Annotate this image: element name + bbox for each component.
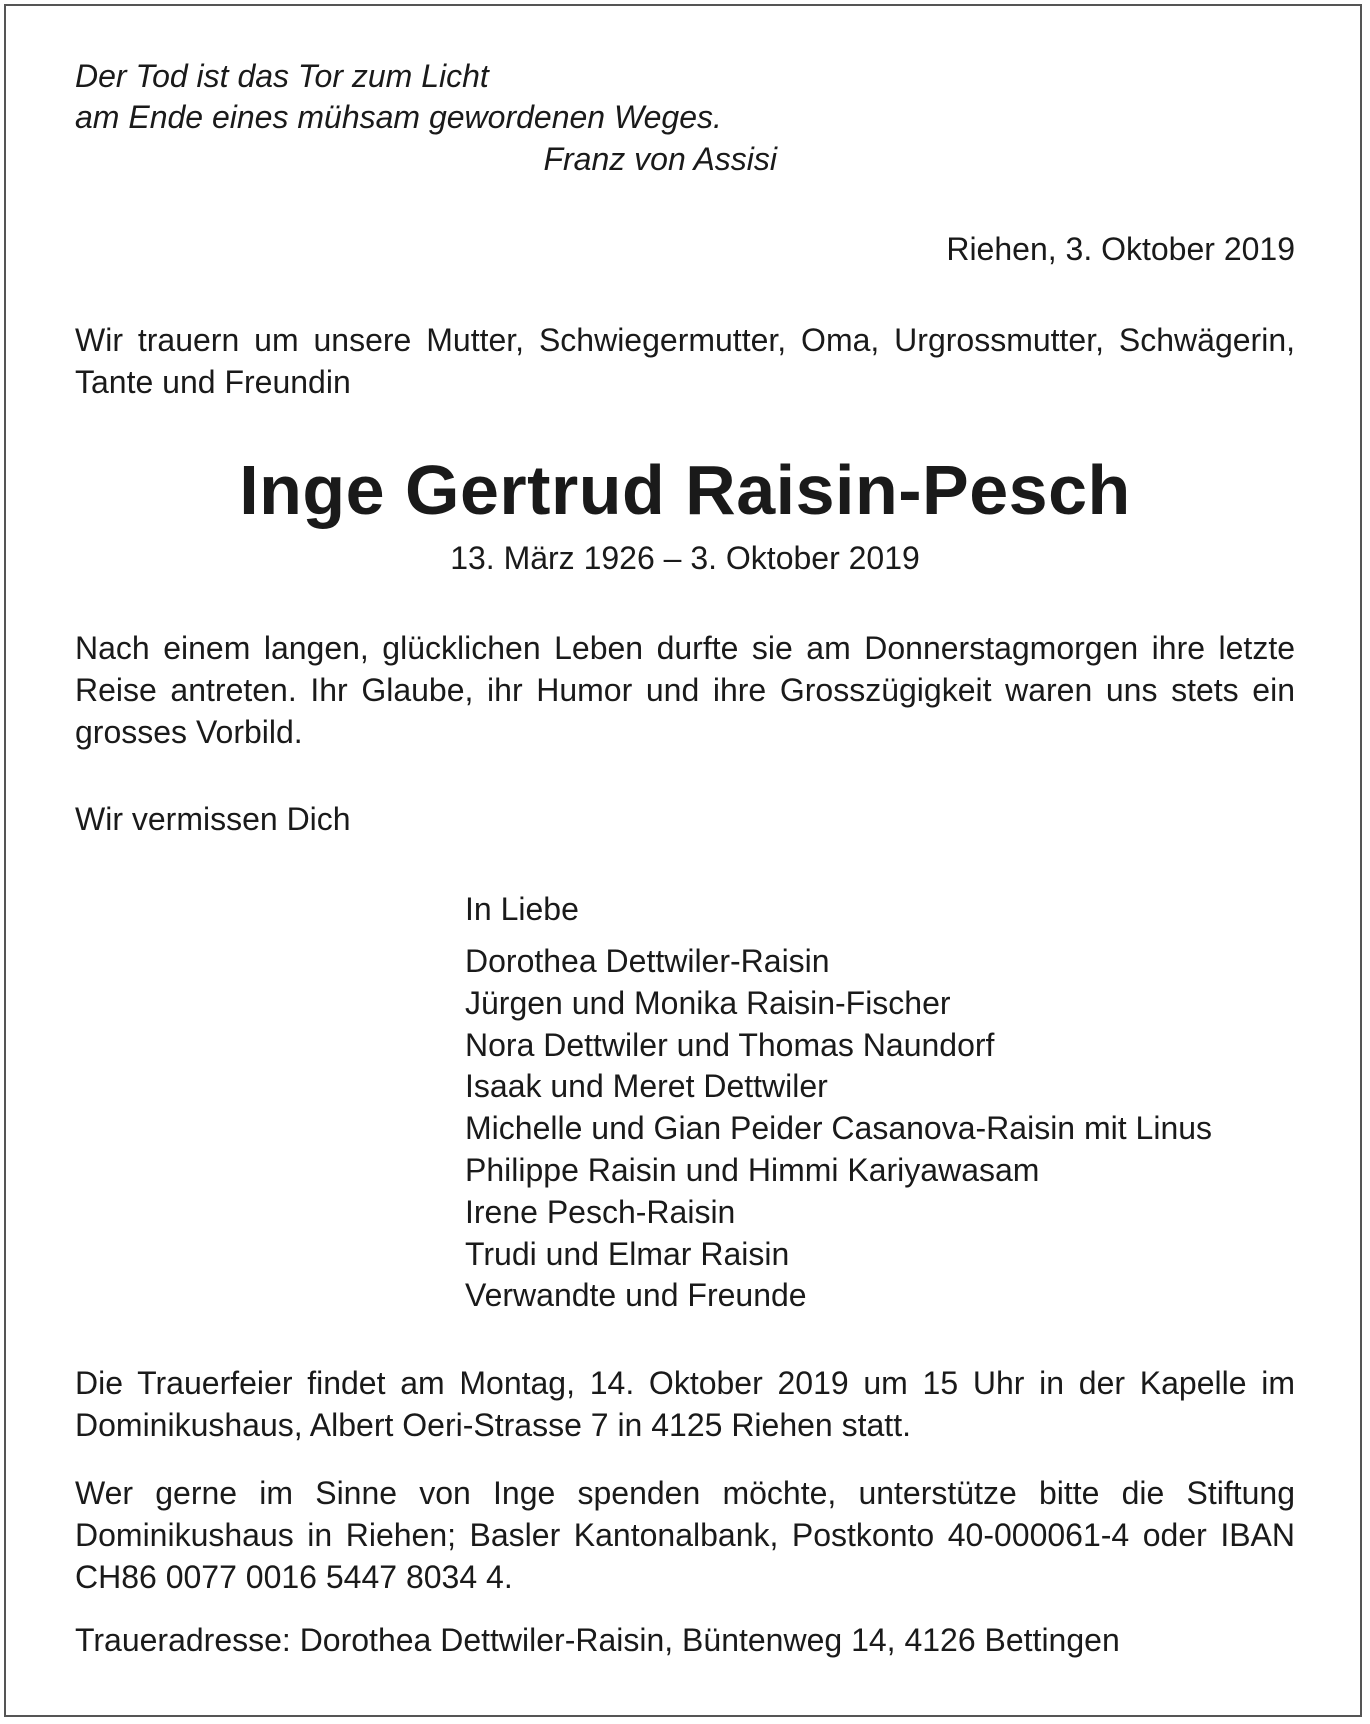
- quote-line: am Ende eines mühsam gewordenen Weges.: [75, 99, 722, 135]
- life-dates: 13. März 1926 – 3. Oktober 2019: [450, 540, 920, 576]
- quote-line: Der Tod ist das Tor zum Licht: [75, 58, 489, 94]
- signer: Trudi und Elmar Raisin: [465, 1235, 790, 1272]
- place-date: Riehen, 3. Oktober 2019: [946, 231, 1295, 267]
- quote-author: Franz von Assisi: [543, 141, 777, 177]
- signer: Isaak und Meret Dettwiler: [465, 1068, 828, 1105]
- miss-text: Wir vermissen Dich: [75, 801, 351, 837]
- signers-list: [465, 941, 1212, 1317]
- signer: Philippe Raisin und Himmi Kariyawasam: [465, 1151, 1040, 1188]
- signer: Jürgen und Monika Raisin-Fischer: [465, 984, 951, 1021]
- donation-paragraph: Wer gerne im Sinne von Inge spenden möchte, unterstütze bitte die Stiftung Dominikushaus in Riehen; Basler Kantonalbank, Postkonto 40-000061-4 oder IBAN CH86 0077 0016 5447 8034 4.: [75, 1475, 1295, 1595]
- deceased-name: Inge Gertrud Raisin-Pesch: [239, 451, 1131, 529]
- signer: Michelle und Gian Peider Casanova-Raisin mit Linus: [465, 1110, 1213, 1147]
- mourn-text: Wir trauern um unsere Mutter, Schwiegermutter, Oma, Urgrossmutter, Schwägerin, Tante und Freundin: [75, 322, 1295, 400]
- signer: Nora Dettwiler und Thomas Naundorf: [465, 1026, 995, 1063]
- in-love-label: In Liebe: [465, 891, 579, 927]
- service-paragraph: Die Trauerfeier findet am Montag, 14. Oktober 2019 um 15 Uhr in der Kapelle im Dominikushaus, Albert Oeri-Strasse 7 in 4125 Riehen statt.: [75, 1365, 1295, 1443]
- mourning-address: Traueradresse: Dorothea Dettwiler-Raisin, Büntenweg 14, 4126 Bettingen: [75, 1622, 1120, 1658]
- signer: Irene Pesch-Raisin: [465, 1193, 736, 1230]
- quote: [75, 56, 722, 138]
- life-paragraph: Nach einem langen, glücklichen Leben durfte sie am Donnerstagmorgen ihre letzte Reise antreten. Ihr Glaube, ihr Humor und ihre Grosszügigkeit waren uns stets ein grosses Vorbild.: [75, 630, 1295, 750]
- signer: Verwandte und Freunde: [465, 1277, 807, 1314]
- signer: Dorothea Dettwiler-Raisin: [465, 943, 830, 979]
